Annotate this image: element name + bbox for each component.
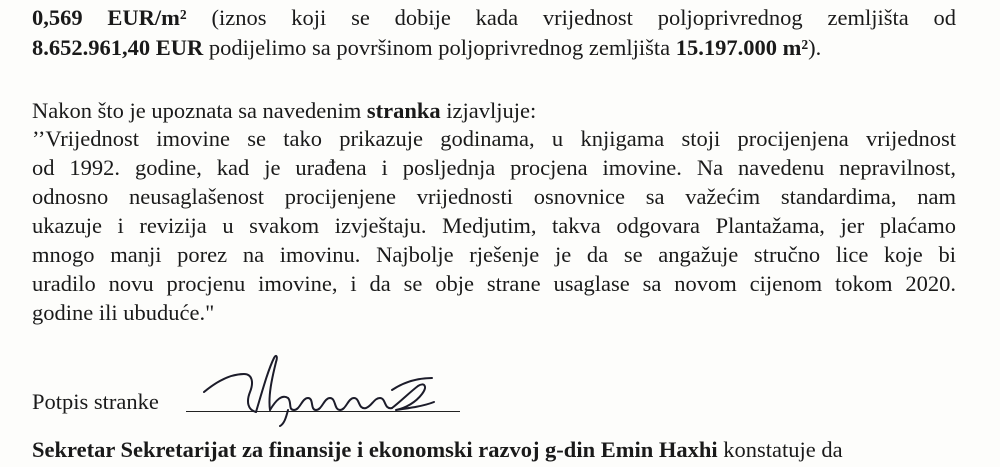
area-value: 15.197.000 m²	[675, 35, 809, 60]
intro-line-2	[32, 37, 821, 60]
intro-line-2-text: podijelimo sa površinom poljoprivrednog zemljišta	[208, 35, 671, 60]
quote-line: uradilo novu procjenu imovine, i da se obje strane usaglase sa novom cijenom tokom 2020.	[32, 271, 956, 296]
closing-line	[32, 439, 843, 462]
closing-bold: Sekretar Sekretarijat za finansije i ekonomski razvoj g-din Emin Haxhi	[32, 437, 718, 462]
quote-line: odnosno neusaglašenost procijenjene vrijednosti osnovnice sa važećim standardima, nam	[32, 184, 956, 209]
signature-label: Potpis stranke	[32, 389, 159, 414]
handwritten-signature	[196, 352, 446, 432]
amount-value: 0,569 EUR/m²	[32, 5, 187, 30]
quote-line: mnogo manji porez na imovinu. Najbolje rješenje je da se angažuje stručno lice koje bi	[32, 242, 956, 267]
quote-line: od 1992. godine, kad je urađena i posljednja procjena imovine. Na navedenu nepravilnost,	[32, 155, 956, 180]
intro-line-1	[32, 7, 956, 30]
quote-line: godine ili ubuduće."	[32, 300, 215, 325]
statement-lead-bold: stranka	[366, 98, 441, 123]
statement-lead-before: Nakon što je upoznata sa navedenim	[32, 98, 362, 123]
statement-lead	[32, 100, 536, 123]
quote-line: ’’Vrijednost imovine se tako prikazuje godinama, u knjigama stoji procijenjena vrijednost	[32, 126, 956, 151]
statement-lead-after: izjavljuje:	[446, 98, 537, 123]
intro-line-1-text: (iznos koji se dobije kada vrijednost poljoprivrednog zemljišta od	[211, 5, 957, 30]
total-value: 8.652.961,40 EUR	[32, 35, 204, 60]
intro-line-2-end: ).	[808, 35, 822, 60]
quote-line: ukazuje i revizija u svakom izvještaju. Medjutim, takva odgovara Plantažama, jer plaćamo	[32, 213, 956, 238]
closing-rest: konstatuje da	[723, 437, 843, 462]
